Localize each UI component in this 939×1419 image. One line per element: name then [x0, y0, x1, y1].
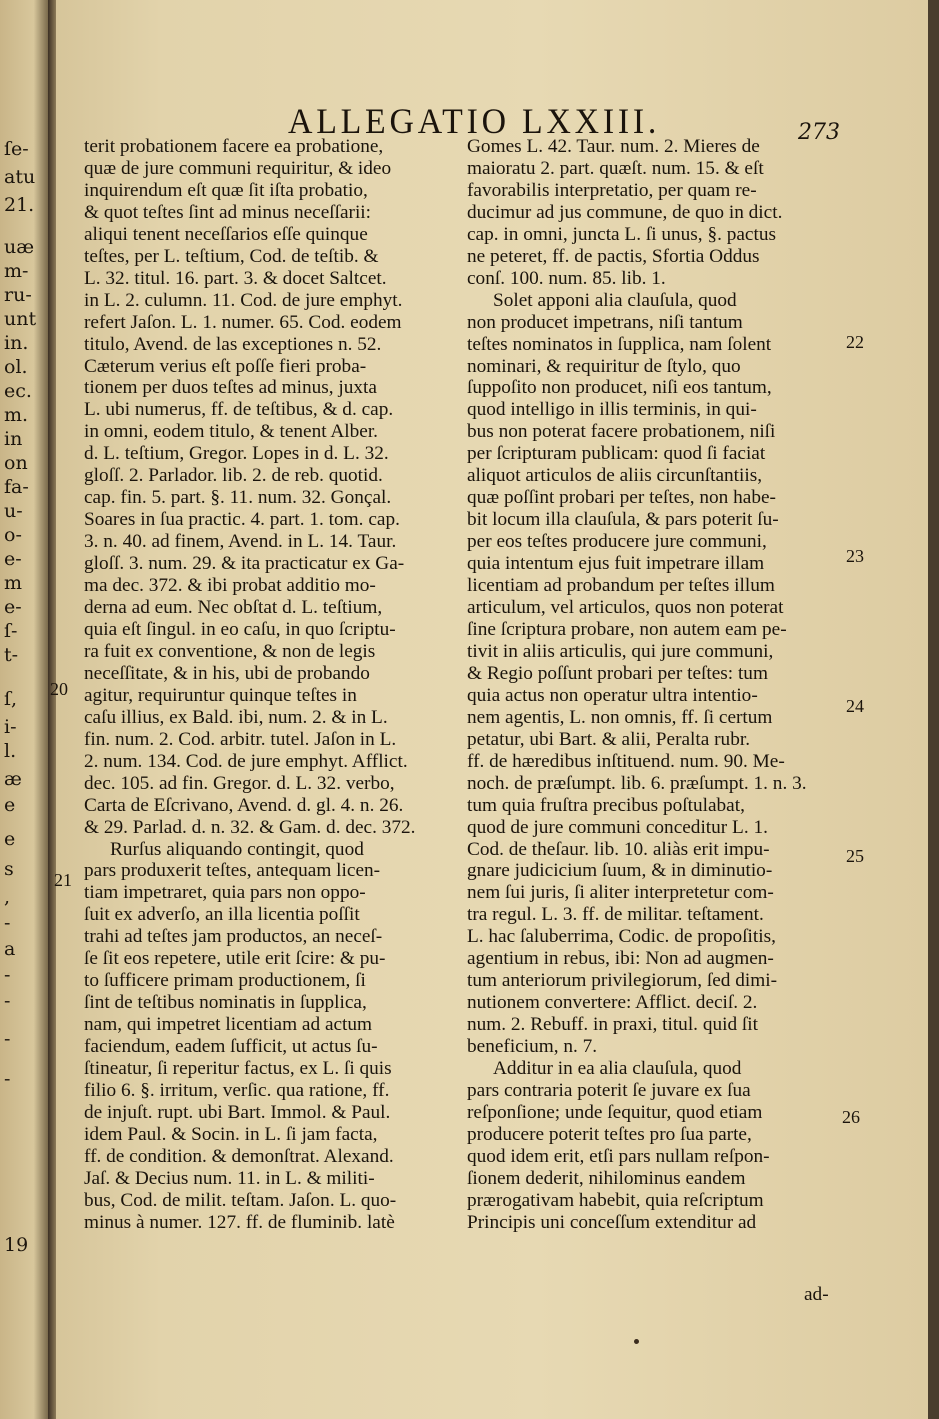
text-line: per eos teſtes producere jure communi, — [467, 531, 767, 553]
previous-page-fragment: m- — [4, 260, 29, 282]
previous-page-fragment: ec. — [4, 380, 32, 402]
previous-page-fragment: - — [4, 990, 11, 1012]
text-line: Additur in ea alia clauſula, quod — [493, 1058, 742, 1080]
text-line: agitur, requiruntur quinque teſtes in — [84, 684, 357, 706]
text-line: gloſſ. 2. Parlador. lib. 2. de reb. quotid. — [84, 465, 383, 487]
previous-page-fragment: m. — [4, 404, 29, 426]
margin-number: 21 — [54, 870, 72, 890]
text-line: nem ſui juris, ſi aliter interpretetur com- — [467, 882, 774, 904]
text-line: petatur, ubi Bart. & alii, Peralta rubr. — [467, 728, 751, 750]
margin-number: 22 — [846, 332, 864, 352]
previous-page-fragment: e — [4, 794, 16, 816]
text-line: teſtes nominatos in ſupplica, nam ſolent — [467, 333, 772, 355]
text-line: bus, Cod. de milit. teſtam. Jaſon. L. quo- — [84, 1189, 397, 1211]
previous-page-fragment: e- — [4, 596, 22, 618]
previous-page-fragment: - — [4, 912, 11, 934]
text-line: ſionem dederit, nihilominus eandem — [467, 1167, 746, 1189]
text-line: tionem per duos teſtes ad minus, juxta — [84, 377, 377, 399]
previous-page-fragment: 21. — [4, 194, 35, 216]
text-line: trahi ad teſtes jam productos, an neceſ- — [84, 926, 383, 948]
text-line: caſu illius, ex Bald. ibi, num. 2. & in L. — [84, 706, 388, 728]
text-line: 2. num. 134. Cod. de jure emphyt. Afflict. — [84, 750, 408, 772]
running-head: ALLEGATIO LXXIII. — [288, 101, 661, 141]
text-line: derna ad eum. Nec obſtat d. L. teſtium, — [84, 597, 383, 619]
text-line: Cod. de theſaur. lib. 10. aliàs erit impu- — [467, 838, 770, 860]
text-line: minus à numer. 127. ff. de fluminib. latè — [84, 1211, 395, 1233]
previous-page-fragment: atu — [4, 166, 36, 188]
previous-page-fragment: uæ — [4, 236, 35, 258]
text-line: quod idem erit, etſi pars nullam reſpon- — [467, 1145, 770, 1167]
text-line: aliqui tenent neceſſarios eſſe quinque — [84, 223, 368, 245]
text-line: per ſcripturam publicam: quod ſi faciat — [467, 443, 766, 465]
margin-number: 25 — [846, 846, 864, 866]
text-line: tra regul. L. 3. ff. de militar. teſtament. — [467, 904, 764, 926]
previous-page-fragment: i- — [4, 716, 17, 738]
text-line: maioratu 2. part. quæſt. num. 15. & eſt — [467, 157, 764, 179]
text-line: conſ. 100. num. 85. lib. 1. — [467, 267, 666, 289]
text-line: ſine ſcriptura probare, non autem eam pe- — [467, 618, 787, 640]
previous-page-fragment: l. — [4, 740, 17, 762]
left-text-column — [84, 136, 456, 1234]
text-line: quæ poſſint probari per teſtes, non habe- — [467, 487, 776, 509]
previous-page-fragment: ru- — [4, 284, 32, 306]
text-line: nam, qui impetret licentiam ad actum — [84, 1014, 373, 1036]
previous-page-fragment: fa- — [4, 476, 29, 498]
text-line: ſe ſit eos repetere, utile erit ſcire: & pu- — [84, 948, 386, 970]
previous-page-fragment: u- — [4, 500, 23, 522]
previous-page-fragment: in. — [4, 332, 29, 354]
text-line: tiam impetraret, quia pars non oppo- — [84, 882, 366, 904]
margin-number: 26 — [842, 1107, 860, 1127]
text-line: ſint de teſtibus nominatis in ſupplica, — [84, 992, 367, 1014]
text-line: inquirendum eſt quæ ſit iſta probatio, — [84, 179, 368, 201]
text-line: filio 6. §. irritum, verſic. qua ratione, ff. — [84, 1079, 390, 1101]
text-line: noch. de præſumpt. lib. 6. præſumpt. 1. n. 3. — [467, 772, 807, 794]
previous-page-fragment: ſe- — [4, 138, 29, 160]
previous-page-fragment: , — [4, 886, 11, 908]
previous-page-fragment: ſ- — [4, 620, 18, 642]
text-line: refert Jaſon. L. 1. numer. 65. Cod. eodem — [84, 311, 402, 333]
text-line: faciendum, eadem ſufficit, ut actus ſu- — [84, 1036, 378, 1058]
text-line: ducimur ad jus commune, de quo in dict. — [467, 201, 783, 223]
text-line: L. 32. titul. 16. part. 3. & docet Saltcet. — [84, 267, 387, 289]
text-line: idem Paul. & Socin. in L. ſi jam facta, — [84, 1123, 378, 1145]
previous-page-fragment: 19 — [4, 1234, 29, 1256]
text-line: nem agentis, L. non omnis, ff. ſi certum — [467, 706, 773, 728]
previous-page-fragment: in — [4, 428, 23, 450]
text-line: Rurſus aliquando contingit, quod — [110, 838, 364, 860]
text-line: quia eſt ſingul. in eo caſu, in quo ſcriptu- — [84, 618, 396, 640]
previous-page-fragment: æ — [4, 768, 22, 790]
previous-page-fragment: a — [4, 938, 16, 960]
text-line: Cæterum verius eſt poſſe fieri proba- — [84, 355, 367, 377]
text-line: agentium in rebus, ibi: Non ad augmen- — [467, 948, 774, 970]
text-line: pars contraria poterit ſe juvare ex ſua — [467, 1079, 751, 1101]
text-line: Jaſ. & Decius num. 11. in L. & militi- — [84, 1167, 375, 1189]
text-line: bit locum illa clauſula, & pars poterit ſu- — [467, 509, 779, 531]
text-line: quæ de jure communi requiritur, & ideo — [84, 157, 392, 179]
text-line: neceſſitate, & in his, ubi de probando — [84, 662, 370, 684]
text-line: dec. 105. ad fin. Gregor. d. L. 32. verbo, — [84, 772, 395, 794]
text-line: beneficium, n. 7. — [467, 1036, 598, 1058]
book-page — [50, 0, 928, 1419]
text-line: ſuppoſito non producet, niſi eos tantum, — [467, 377, 772, 399]
text-line: tum quia fruſtra precibus poſtulabat, — [467, 794, 745, 816]
text-line: producere poterit teſtes pro ſua parte, — [467, 1123, 752, 1145]
margin-number: 23 — [846, 546, 864, 566]
text-line: to ſufficere primam productionem, ſi — [84, 970, 366, 992]
text-line: ne peteret, ff. de pactis, Sfortia Oddus — [467, 245, 760, 267]
text-line: aliquot articulos de aliis circunſtantiis, — [467, 465, 763, 487]
previous-page-fragment: - — [4, 964, 11, 986]
previous-page-fragment: on — [4, 452, 28, 474]
text-line: 3. n. 40. ad finem, Avend. in L. 14. Taur. — [84, 531, 397, 553]
margin-number: 20 — [50, 679, 68, 699]
text-line: nominari, & requiritur de ſtylo, quo — [467, 355, 741, 377]
text-line: num. 2. Rebuff. in praxi, titul. quid ſit — [467, 1014, 758, 1036]
text-line: articulum, vel articulos, quos non poterat — [467, 597, 784, 619]
text-line: favorabilis interpretatio, per quam re- — [467, 179, 757, 201]
text-line: & quot teſtes ſint ad minus neceſſarii: — [84, 201, 372, 223]
text-line: fin. num. 2. Cod. arbitr. tutel. Jaſon in L. — [84, 728, 397, 750]
text-line: d. L. teſtium, Gregor. Lopes in d. L. 32. — [84, 443, 389, 465]
text-line: ff. de condition. & demonſtrat. Alexand. — [84, 1145, 394, 1167]
text-line: pars produxerit teſtes, antequam licen- — [84, 860, 381, 882]
text-line: L. ubi numerus, ff. de teſtibus, & d. cap. — [84, 399, 394, 421]
previous-page-fragment: ſ, — [4, 688, 18, 710]
text-line: de injuſt. rupt. ubi Bart. Immol. & Paul. — [84, 1101, 391, 1123]
text-line: Carta de Eſcrivano, Avend. d. gl. 4. n. 26. — [84, 794, 404, 816]
previous-page-fragment: o- — [4, 524, 22, 546]
text-line: ſtineatur, ſi reperitur factus, ex L. ſi quis — [84, 1058, 392, 1080]
text-line: reſponſione; unde ſequitur, quod etiam — [467, 1101, 763, 1123]
text-line: tivit in aliis articulis, qui jure communi, — [467, 640, 774, 662]
text-line: quia actus non operatur ultra intentio- — [467, 684, 758, 706]
text-line: nutionem convertere: Afflict. deciſ. 2. — [467, 992, 758, 1014]
page-number: 273 — [798, 120, 840, 145]
previous-page-fragment: e- — [4, 548, 22, 570]
text-line: licentiam ad probandum per teſtes illum — [467, 575, 775, 597]
text-line: ma dec. 372. & ibi probat additio mo- — [84, 575, 376, 597]
previous-page-fragment: m — [4, 572, 23, 594]
text-line: ſuit ex adverſo, an illa licentia poſſit — [84, 904, 360, 926]
right-page-edge — [928, 0, 939, 1419]
text-line: Gomes L. 42. Taur. num. 2. Mieres de — [467, 136, 760, 157]
text-line: & 29. Parlad. d. n. 32. & Gam. d. dec. 372. — [84, 816, 416, 838]
text-line: teſtes, per L. teſtium, Cod. de teſtib. & — [84, 245, 379, 267]
text-line: titulo, Avend. de las exceptiones n. 52. — [84, 333, 382, 355]
text-line: cap. in omni, juncta L. ſi unus, §. pactus — [467, 223, 776, 245]
text-line: tum anteriorum privilegiorum, ſed dimi- — [467, 970, 778, 992]
margin-number: 24 — [846, 696, 864, 716]
previous-page-fragment: - — [4, 1028, 11, 1050]
right-text-column — [467, 136, 845, 1234]
previous-page-edge — [0, 0, 48, 1419]
previous-page-fragment: e — [4, 828, 16, 850]
previous-page-fragment: ol. — [4, 356, 28, 378]
text-line: L. hac ſaluberrima, Codic. de propoſitis, — [467, 926, 776, 948]
text-line: quod intelligo in illis terminis, in qui- — [467, 399, 757, 421]
ink-speck — [634, 1339, 639, 1344]
text-line: gnare judicicium ſuum, & in diminutio- — [467, 860, 773, 882]
previous-page-fragment: s — [4, 858, 14, 880]
text-line: quod de jure communi conceditur L. 1. — [467, 816, 768, 838]
text-line: cap. fin. 5. part. §. 11. num. 32. Gonçal. — [84, 487, 392, 509]
previous-page-fragment: unt — [4, 308, 37, 330]
text-line: bus non poterat facere probationem, niſi — [467, 421, 776, 443]
book-gutter — [48, 0, 56, 1419]
text-line: Solet apponi alia clauſula, quod — [493, 289, 737, 311]
text-line: gloſſ. 3. num. 29. & ita practicatur ex Ga- — [84, 553, 405, 575]
text-line: ra fuit ex conventione, & non de legis — [84, 640, 376, 662]
catchword: ad- — [804, 1284, 829, 1305]
text-line: ff. de hæredibus inſtituend. num. 90. Me- — [467, 750, 785, 772]
text-line: & Regio poſſunt probari per teſtes: tum — [467, 662, 768, 684]
previous-page-fragment: t- — [4, 644, 19, 666]
text-line: prærogativam habebit, quia reſcriptum — [467, 1189, 764, 1211]
previous-page-fragment: - — [4, 1068, 11, 1090]
text-line: Principis uni conceſſum extenditur ad — [467, 1211, 757, 1233]
text-line: Soares in ſua practic. 4. part. 1. tom. cap. — [84, 509, 400, 531]
text-line: in omni, eodem titulo, & tenent Alber. — [84, 421, 379, 443]
text-line: non producet impetrans, niſi tantum — [467, 311, 743, 333]
text-line: quia intentum ejus fuit impetrare illam — [467, 553, 765, 575]
text-line: in L. 2. culumn. 11. Cod. de jure emphyt. — [84, 289, 403, 311]
text-line: terit probationem facere ea probatione, — [84, 136, 384, 157]
